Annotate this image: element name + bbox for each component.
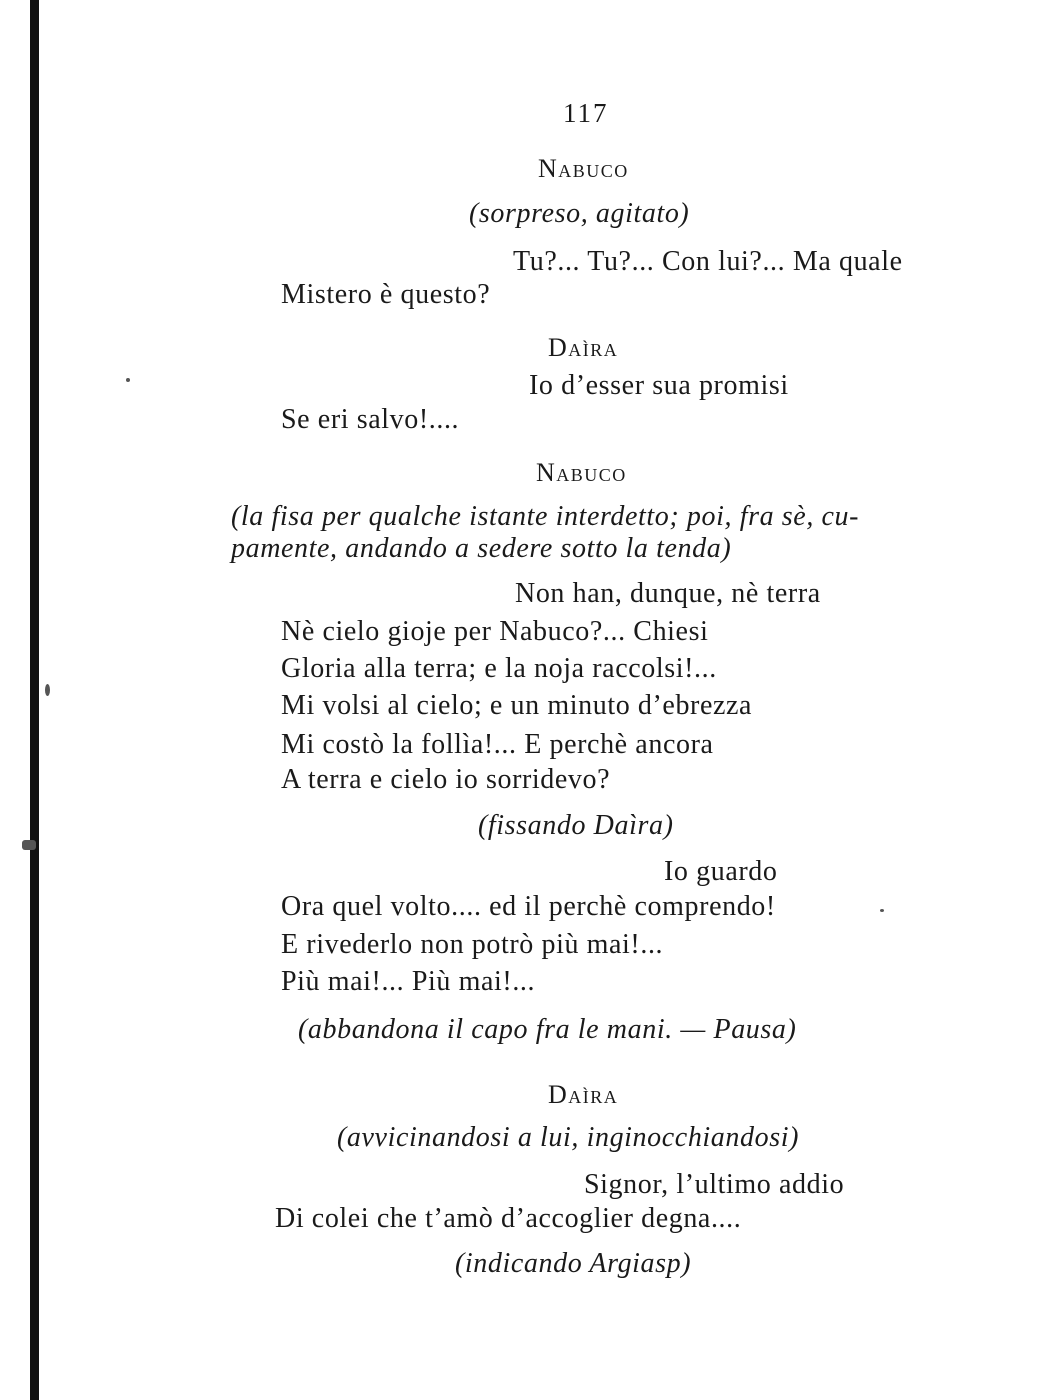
- stage-direction: (sorpreso, agitato): [469, 198, 690, 229]
- verse-line: Signor, l’ultimo addio: [584, 1169, 845, 1200]
- verse-line: Tu?... Tu?... Con lui?... Ma quale: [513, 246, 903, 277]
- speaker-name: Nabuco: [536, 458, 627, 487]
- verse-line: Gloria alla terra; e la noja raccolsi!...: [281, 653, 717, 684]
- verse-line: Ora quel volto.... ed il perchè comprendo!: [281, 891, 776, 922]
- scan-speck: [126, 378, 130, 382]
- verse-line: Mistero è questo?: [281, 279, 491, 310]
- verse-line: Nè cielo gioje per Nabuco?... Chiesi: [281, 616, 709, 647]
- stage-direction: (fissando Daìra): [478, 810, 674, 841]
- stage-direction: (avvicinandosi a lui, inginocchiandosi): [337, 1122, 799, 1153]
- verse-line: Più mai!... Più mai!...: [281, 966, 536, 997]
- speaker-name: Daìra: [548, 333, 619, 362]
- verse-line: E rivederlo non potrò più mai!...: [281, 929, 664, 960]
- page-number: 117: [563, 98, 609, 128]
- verse-line: A terra e cielo io sorridevo?: [281, 764, 611, 795]
- scan-speck: [22, 840, 36, 850]
- book-spine-shadow: [30, 0, 39, 1400]
- stage-direction: pamente, andando a sedere sotto la tenda): [231, 533, 732, 564]
- stage-direction: (indicando Argiasp): [455, 1248, 692, 1279]
- verse-line: Se eri salvo!....: [281, 404, 460, 435]
- verse-line: Io guardo: [664, 856, 778, 887]
- stage-direction: (abbandona il capo fra le mani. — Pausa): [298, 1014, 797, 1045]
- speaker-name: Nabuco: [538, 154, 629, 183]
- verse-line: Di colei che t’amò d’accoglier degna....: [275, 1203, 742, 1234]
- verse-line: Mi costò la follìa!... E perchè ancora: [281, 729, 714, 760]
- verse-line: Io d’esser sua promisi: [529, 370, 789, 401]
- speaker-name: Daìra: [548, 1080, 619, 1109]
- verse-line: Non han, dunque, nè terra: [515, 578, 821, 609]
- verse-line: Mi volsi al cielo; e un minuto d’ebrezza: [281, 690, 753, 721]
- scan-speck: [45, 684, 50, 696]
- scan-speck: [880, 909, 884, 912]
- stage-direction: (la fisa per qualche istante interdetto; poi, fra sè, cu-: [231, 501, 860, 532]
